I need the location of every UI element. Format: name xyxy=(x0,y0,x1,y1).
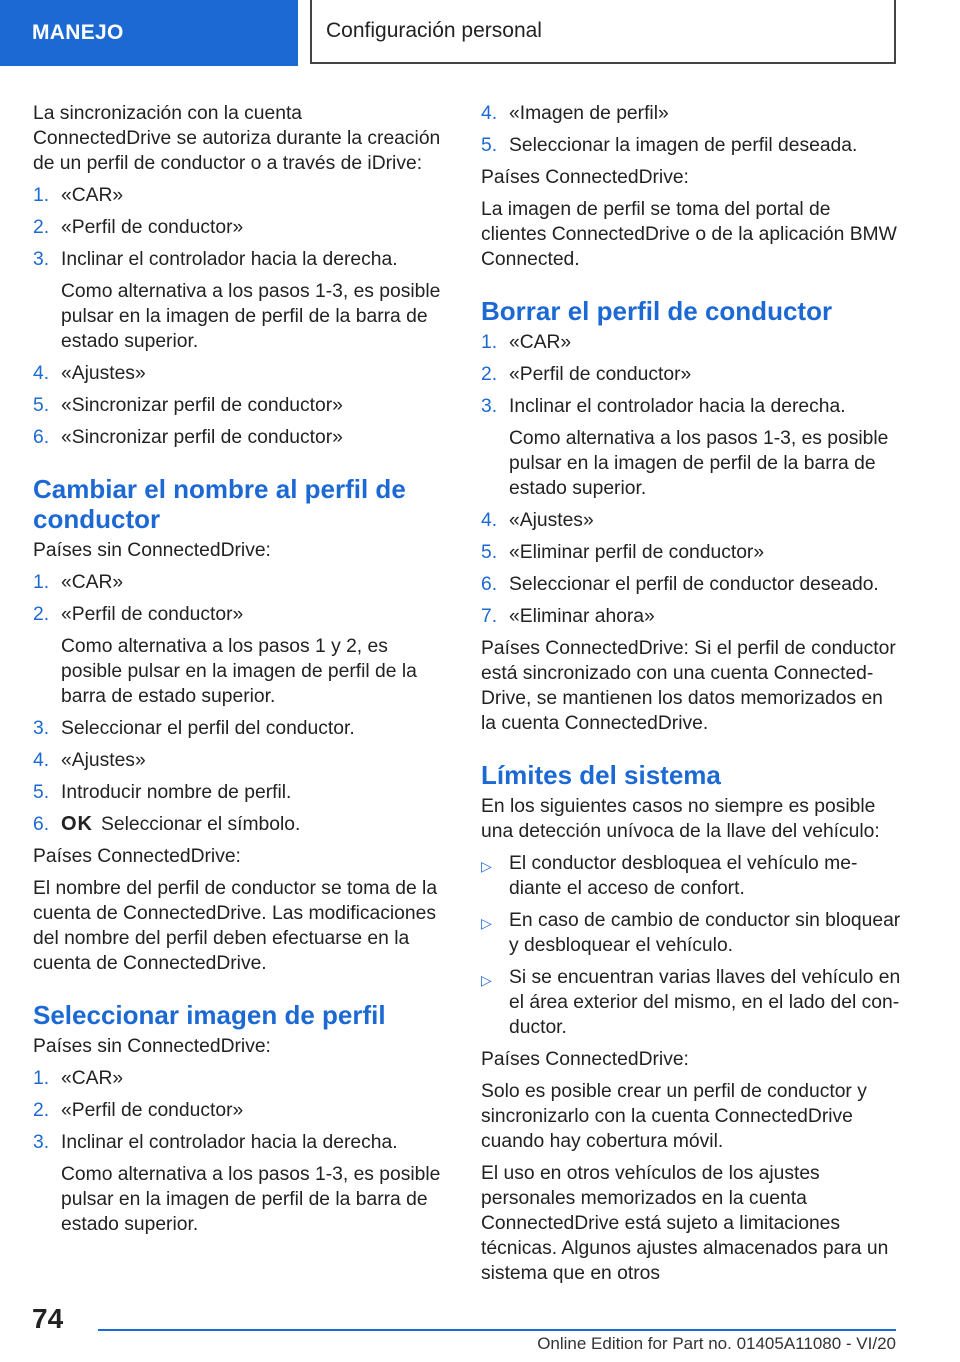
step-text: «Eliminar ahora» xyxy=(509,606,655,627)
step-number: 5. xyxy=(33,782,50,803)
step-text-line xyxy=(61,812,445,837)
step-text-line xyxy=(509,362,901,387)
triangle-bullet-icon: ▷ xyxy=(481,972,492,988)
step-text: «Eliminar perfil de conductor» xyxy=(509,542,765,563)
step-text: «Imagen de perfil» xyxy=(509,103,669,124)
step-text: Introducir nombre de perfil. xyxy=(61,782,292,803)
heading-delete-profile: Borrar el perfil de conductor xyxy=(481,296,833,326)
delete-cd-text: Países ConnectedDrive: Si el perfil de conductor está sincronizado con una cuenta ConnectedDrive, se mantienen los datos memorizados en la cuenta ConnectedDrive. xyxy=(481,638,896,734)
step-number: 6. xyxy=(481,574,498,595)
list-item xyxy=(33,183,445,208)
step-body xyxy=(509,362,901,387)
triangle-bullet-icon: ▷ xyxy=(481,915,492,931)
heading-rename-profile: Cambiar el nombre al perfil de conductor xyxy=(33,474,406,534)
step-text: Seleccionar la imagen de perfil deseada. xyxy=(509,135,858,156)
list-item xyxy=(33,1098,445,1123)
rename-cd-label: Países ConnectedDrive: xyxy=(33,846,241,867)
step-text-line xyxy=(61,570,445,595)
step-text: Inclinar el controlador hacia la derecha. xyxy=(61,249,398,270)
step-number: 4. xyxy=(481,510,498,531)
step-text-line xyxy=(61,780,445,805)
list-item xyxy=(481,604,901,629)
triangle-bullet-icon: ▷ xyxy=(481,858,492,874)
step-text-line xyxy=(61,393,445,418)
image-intro: Países sin ConnectedDrive: xyxy=(33,1036,271,1057)
step-body xyxy=(509,604,901,629)
list-item xyxy=(481,330,901,355)
bullet-item xyxy=(481,965,901,1040)
step-number: 1. xyxy=(33,185,50,206)
bullet-item xyxy=(481,851,901,901)
step-number: 4. xyxy=(481,103,498,124)
step-text: «Ajustes» xyxy=(509,510,594,531)
list-item xyxy=(33,716,445,741)
bullet-text: Si se encuentran varias llaves del vehículo en el área exterior del mismo, en el lado del conductor. xyxy=(509,967,901,1038)
step-body xyxy=(509,540,901,565)
step-text-line xyxy=(61,425,445,450)
step-text: «Ajustes» xyxy=(61,750,146,771)
list-item xyxy=(33,780,445,805)
image-steps-cont-list xyxy=(481,101,901,158)
step-number: 5. xyxy=(481,135,498,156)
step-number: 3. xyxy=(481,396,498,417)
step-body xyxy=(509,572,901,597)
step-text-line xyxy=(61,215,445,240)
step-number: 6. xyxy=(33,814,50,835)
list-item xyxy=(33,570,445,595)
step-body xyxy=(61,247,445,354)
step-note: Como alternativa a los pasos 1‑3, es posible pulsar en la imagen de perfil de la barra de estado superior. xyxy=(61,281,441,352)
step-text: «Perfil de conductor» xyxy=(61,1100,244,1121)
list-item xyxy=(33,1130,445,1237)
step-body xyxy=(61,393,445,418)
list-item xyxy=(33,247,445,354)
step-body xyxy=(61,1130,445,1237)
step-text: «Sincronizar perfil de conductor» xyxy=(61,427,343,448)
limits-bullet-list xyxy=(481,851,901,1040)
step-body xyxy=(509,330,901,355)
step-text-line xyxy=(61,748,445,773)
step-number: 2. xyxy=(33,1100,50,1121)
delete-steps-list xyxy=(481,330,901,629)
step-text: «Perfil de conductor» xyxy=(509,364,692,385)
step-body xyxy=(61,812,445,837)
sync-steps-list xyxy=(33,183,445,450)
step-body xyxy=(61,1066,445,1091)
heading-system-limits: Límites del sistema xyxy=(481,760,721,790)
list-item xyxy=(481,572,901,597)
step-body xyxy=(61,425,445,450)
step-text: Seleccionar el símbolo. xyxy=(101,814,301,835)
list-item xyxy=(481,394,901,501)
step-number: 4. xyxy=(33,363,50,384)
list-item xyxy=(481,133,901,158)
step-text: Inclinar el controlador hacia la derecha. xyxy=(509,396,846,417)
page-number: 74 xyxy=(32,1303,64,1334)
image-cd-text: La imagen de perfil se toma del portal de clientes ConnectedDrive o de la aplicación BMW Connected. xyxy=(481,199,897,270)
step-number: 1. xyxy=(33,572,50,593)
step-body xyxy=(61,716,445,741)
step-number: 5. xyxy=(481,542,498,563)
step-note: Como alternativa a los pasos 1‑3, es posible pulsar en la imagen de perfil de la barra de estado superior. xyxy=(509,428,889,499)
step-text: «CAR» xyxy=(61,1068,124,1089)
step-text: «CAR» xyxy=(61,572,124,593)
step-text: Seleccionar el perfil de conductor deseado. xyxy=(509,574,879,595)
step-text-line xyxy=(509,604,901,629)
list-item xyxy=(33,215,445,240)
step-number: 7. xyxy=(481,606,498,627)
step-text-line xyxy=(61,183,445,208)
list-item xyxy=(33,393,445,418)
step-text-line xyxy=(61,1130,445,1155)
step-body xyxy=(61,215,445,240)
step-number: 2. xyxy=(481,364,498,385)
list-item xyxy=(33,602,445,709)
image-steps-list xyxy=(33,1066,445,1237)
step-body xyxy=(61,361,445,386)
step-text: «CAR» xyxy=(509,332,572,353)
list-item xyxy=(33,425,445,450)
step-number: 3. xyxy=(33,718,50,739)
limits-cd-label: Países ConnectedDrive: xyxy=(481,1049,689,1070)
limits-cd-text-2: El uso en otros vehículos de los ajustes personales memorizados en la cuenta ConnectedDrive está sujeto a limitaciones técnicas. Algunos ajustes almacenados para un sistema que en otros xyxy=(481,1163,889,1284)
step-body xyxy=(61,780,445,805)
step-text: Inclinar el controlador hacia la derecha. xyxy=(61,1132,398,1153)
step-number: 2. xyxy=(33,217,50,238)
list-item xyxy=(33,1066,445,1091)
list-item xyxy=(33,361,445,386)
step-text-line xyxy=(509,508,901,533)
ok-icon: OK xyxy=(61,813,93,835)
left-column xyxy=(33,101,445,1244)
rename-intro: Países sin ConnectedDrive: xyxy=(33,540,271,561)
step-text: «Perfil de conductor» xyxy=(61,604,244,625)
bullet-item xyxy=(481,908,901,958)
step-text-line xyxy=(61,1098,445,1123)
step-text: «Sincronizar perfil de conductor» xyxy=(61,395,343,416)
chapter-title xyxy=(310,0,896,64)
list-item xyxy=(481,101,901,126)
step-number: 4. xyxy=(33,750,50,771)
sync-intro: La sincronización con la cuenta ConnectedDrive se autoriza durante la creación de un perfil de conductor o a través de iDrive: xyxy=(33,103,441,174)
step-text-line xyxy=(61,1066,445,1091)
right-column xyxy=(481,101,901,1293)
step-text-line xyxy=(509,394,901,419)
footer-divider xyxy=(98,1329,896,1331)
step-text: «Perfil de conductor» xyxy=(61,217,244,238)
list-item xyxy=(33,748,445,773)
step-body xyxy=(509,101,901,126)
step-text-line xyxy=(509,330,901,355)
bullet-text: En caso de cambio de conductor sin bloquear y desbloquear el vehículo. xyxy=(509,910,901,956)
step-number: 6. xyxy=(33,427,50,448)
step-body xyxy=(61,570,445,595)
footer-edition: Online Edition for Part no. 01405A11080 - VI/20 xyxy=(537,1334,896,1353)
list-item xyxy=(33,812,445,837)
step-text-line xyxy=(509,101,901,126)
step-text: Seleccionar el perfil del conductor. xyxy=(61,718,355,739)
limits-intro: En los siguientes casos no siempre es posible una detección unívoca de la llave del vehículo: xyxy=(481,796,880,842)
step-text: «CAR» xyxy=(61,185,124,206)
image-cd-label: Países ConnectedDrive: xyxy=(481,167,689,188)
step-text-line xyxy=(61,361,445,386)
step-body xyxy=(509,133,901,158)
list-item xyxy=(481,362,901,387)
step-body xyxy=(61,183,445,208)
chapter-title-text: Configuración personal xyxy=(326,19,542,42)
section-tab: MANEJO xyxy=(0,0,298,66)
step-body xyxy=(509,508,901,533)
step-note: Como alternativa a los pasos 1 y 2, es posible pulsar en la imagen de perfil de la barra de estado superior. xyxy=(61,636,417,707)
step-number: 2. xyxy=(33,604,50,625)
step-text-line xyxy=(509,133,901,158)
step-body xyxy=(509,394,901,501)
step-number: 1. xyxy=(481,332,498,353)
list-item xyxy=(481,540,901,565)
step-number: 1. xyxy=(33,1068,50,1089)
step-body xyxy=(61,748,445,773)
step-text-line xyxy=(509,540,901,565)
step-text-line xyxy=(509,572,901,597)
step-body xyxy=(61,602,445,709)
step-text: «Ajustes» xyxy=(61,363,146,384)
step-number: 3. xyxy=(33,249,50,270)
step-note: Como alternativa a los pasos 1‑3, es posible pulsar en la imagen de perfil de la barra de estado superior. xyxy=(61,1164,441,1235)
step-text-line xyxy=(61,602,445,627)
step-number: 3. xyxy=(33,1132,50,1153)
limits-cd-text-1: Solo es posible crear un perfil de conductor y sincronizarlo con la cuenta ConnectedDrive cuando hay cobertura móvil. xyxy=(481,1081,867,1152)
heading-profile-image: Seleccionar imagen de perfil xyxy=(33,1000,386,1030)
list-item xyxy=(481,508,901,533)
step-number: 5. xyxy=(33,395,50,416)
rename-cd-text: El nombre del perfil de conductor se toma de la cuenta de ConnectedDrive. Las modificaciones del nombre del perfil deben efectuarse en la cuenta de ConnectedDrive. xyxy=(33,878,438,974)
step-text-line xyxy=(61,247,445,272)
rename-steps-list xyxy=(33,570,445,837)
step-text-line xyxy=(61,716,445,741)
step-body xyxy=(61,1098,445,1123)
bullet-text: El conductor desbloquea el vehículo mediante el acceso de confort. xyxy=(509,853,858,899)
